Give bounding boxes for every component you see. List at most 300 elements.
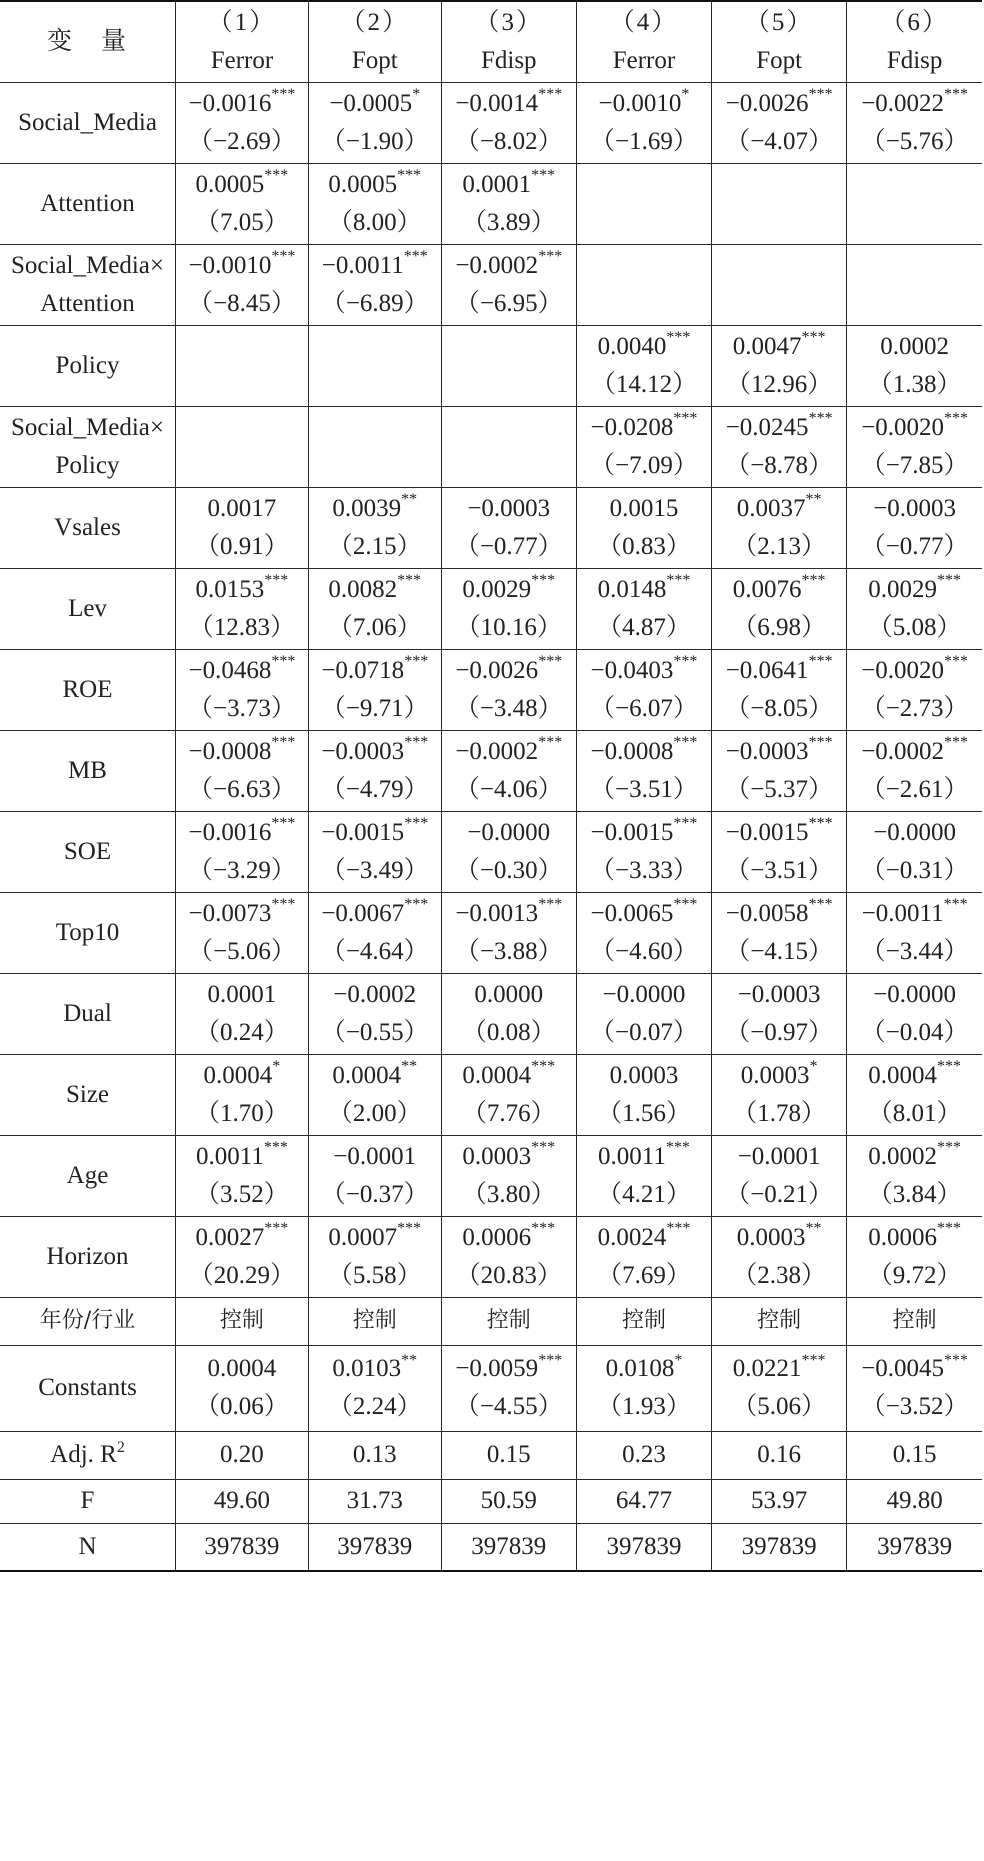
t-statistic: （10.16） [455, 613, 562, 641]
significance-stars: *** [264, 1220, 289, 1238]
table-cell [576, 487, 711, 568]
table-cell [576, 325, 711, 406]
significance-stars: *** [673, 815, 698, 833]
stat-value: 31.73 [308, 1479, 441, 1523]
coefficient [577, 895, 711, 933]
column-number: （1） [207, 8, 277, 36]
table-cell [712, 1345, 847, 1431]
table-cell [441, 163, 576, 244]
coefficient [309, 976, 441, 1014]
column-number: （5） [744, 8, 814, 36]
t-statistic: （−8.05） [725, 694, 834, 722]
coefficient-value: 0.0029 [868, 575, 937, 603]
coefficient-value: 0.0005 [328, 170, 398, 198]
coefficient [442, 571, 576, 609]
coefficient [847, 490, 982, 528]
t-statistic: （−1.69） [590, 127, 698, 155]
t-statistic: （0.08） [461, 1018, 556, 1046]
significance-stars: *** [531, 1220, 556, 1238]
table-cell [308, 730, 441, 811]
table-cell [847, 406, 982, 487]
t-statistic: （−3.48） [454, 694, 563, 722]
coefficient-value: −0.0020 [861, 413, 945, 441]
significance-stars: *** [808, 734, 833, 752]
coefficient [847, 1350, 982, 1388]
table-cell [308, 1345, 441, 1431]
t-statistic: （12.83） [188, 613, 296, 641]
coefficient-value: 0.0039 [332, 494, 402, 522]
coefficient [442, 652, 576, 690]
coefficient-value: 0.0017 [207, 494, 277, 522]
coefficient-value: −0.0003 [725, 737, 809, 765]
coefficient-value: −0.0718 [321, 656, 405, 684]
t-statistic: （−0.97） [725, 1018, 834, 1046]
coefficient-value: 0.0003 [462, 1142, 532, 1170]
stat-name [0, 1479, 176, 1523]
significance-stars: *** [666, 572, 691, 590]
table-cell [308, 82, 441, 163]
t-statistic: （5.06） [732, 1393, 827, 1420]
coefficient-value: −0.0015 [321, 818, 405, 846]
coefficient [176, 1057, 308, 1095]
coefficient-value: −0.0010 [598, 89, 682, 117]
stats-row [0, 1523, 982, 1571]
control-indicator: 控制 [576, 1297, 711, 1345]
t-statistic: （−3.51） [590, 775, 698, 803]
column-dependent-variable: Fopt [351, 46, 398, 74]
significance-stars: *** [397, 572, 422, 590]
coefficient-value: −0.0011 [861, 899, 944, 927]
table-cell [308, 892, 441, 973]
variable-name [0, 892, 176, 973]
coefficient [712, 652, 846, 690]
coefficient [577, 814, 711, 852]
t-statistic: （−0.04） [860, 1018, 969, 1046]
coefficient [309, 814, 441, 852]
coefficient-value: −0.0026 [725, 89, 809, 117]
significance-stars: *** [271, 248, 296, 266]
coefficient-value: 0.0037 [736, 494, 806, 522]
t-statistic: （−6.63） [188, 775, 296, 803]
t-statistic: （4.21） [597, 1180, 691, 1208]
table-cell [176, 163, 309, 244]
t-statistic: （1.70） [195, 1099, 289, 1127]
coefficient-value: −0.0010 [188, 251, 272, 279]
column-header-3 [441, 1, 576, 82]
variable-name [0, 1135, 176, 1216]
table-row [0, 811, 982, 892]
coefficient-value: 0.0004 [868, 1061, 937, 1089]
coefficient-value: 0.0003 [609, 1061, 679, 1089]
table-cell [441, 406, 576, 487]
significance-stars: *** [944, 653, 969, 671]
stat-value: 397839 [847, 1523, 982, 1571]
significance-stars: *** [673, 734, 698, 752]
t-statistic: （14.12） [590, 370, 698, 398]
table-cell [308, 568, 441, 649]
column-number: （2） [340, 8, 410, 36]
table-cell [441, 649, 576, 730]
coefficient [442, 733, 576, 771]
control-indicator: 控制 [441, 1297, 576, 1345]
table-cell [176, 811, 309, 892]
significance-stars: *** [666, 329, 691, 347]
significance-stars: *** [944, 86, 969, 104]
significance-stars: *** [271, 896, 296, 914]
t-statistic: （0.83） [597, 532, 691, 560]
significance-stars: *** [531, 1139, 556, 1157]
column-header-6 [847, 1, 982, 82]
significance-stars: *** [531, 167, 556, 185]
variable-name: 年份/行业 [0, 1297, 176, 1345]
table-cell [576, 163, 711, 244]
t-statistic: （−4.07） [725, 127, 834, 155]
table-cell [176, 82, 309, 163]
table-cell [441, 1054, 576, 1135]
table-cell [712, 325, 847, 406]
coefficient-value: −0.0015 [590, 818, 674, 846]
coefficient [847, 85, 982, 123]
table-cell [847, 487, 982, 568]
table-cell [441, 244, 576, 325]
significance-stars: * [412, 86, 421, 104]
t-statistic: （−3.44） [860, 937, 969, 965]
column-header-2 [308, 1, 441, 82]
coefficient-value: 0.0001 [207, 980, 277, 1008]
table-cell [847, 1054, 982, 1135]
coefficient [712, 328, 846, 366]
table-row [0, 1135, 982, 1216]
stat-label: F [80, 1487, 95, 1514]
t-statistic: （−3.49） [320, 856, 429, 884]
significance-stars: *** [538, 734, 563, 752]
coefficient [442, 1219, 576, 1257]
coefficient [712, 571, 846, 609]
table-cell [308, 811, 441, 892]
coefficient-value: −0.0022 [861, 89, 945, 117]
table-cell [712, 82, 847, 163]
table-cell [847, 82, 982, 163]
coefficient-value: −0.0045 [861, 1355, 945, 1382]
coefficient-value: −0.0020 [861, 656, 945, 684]
variable-name [0, 406, 176, 487]
stat-value: 0.15 [441, 1431, 576, 1479]
coefficient [847, 1057, 982, 1095]
table-cell [441, 1135, 576, 1216]
table-cell [308, 1216, 441, 1297]
coefficient-value: −0.0073 [188, 899, 272, 927]
t-statistic: （0.24） [195, 1018, 289, 1046]
significance-stars: *** [801, 572, 826, 590]
t-statistic: （−2.69） [188, 127, 296, 155]
significance-stars: ** [401, 1058, 418, 1076]
table-cell [441, 811, 576, 892]
significance-stars: *** [673, 896, 698, 914]
table-cell [576, 973, 711, 1054]
t-statistic: （−0.31） [860, 856, 969, 884]
coefficient-value: −0.0003 [321, 737, 405, 765]
coefficient-value: 0.0006 [868, 1223, 937, 1251]
table-cell [712, 649, 847, 730]
t-statistic: （3.80） [461, 1180, 556, 1208]
coefficient [309, 1350, 441, 1388]
table-cell [176, 1135, 309, 1216]
coefficient [442, 895, 576, 933]
significance-stars: ** [805, 1220, 822, 1238]
coefficient [712, 490, 846, 528]
coefficient [847, 571, 982, 609]
t-statistic: （−7.09） [590, 451, 698, 479]
table-cell [576, 1054, 711, 1135]
t-statistic: （20.83） [455, 1261, 562, 1289]
coefficient-value: −0.0001 [737, 1142, 821, 1170]
coefficient-value: −0.0641 [725, 656, 809, 684]
t-statistic: （4.87） [597, 613, 691, 641]
stat-value: 49.80 [847, 1479, 982, 1523]
variable-name-line: SOE [63, 837, 112, 865]
coefficient [176, 1219, 308, 1257]
t-statistic: （−5.76） [860, 127, 969, 155]
coefficient-value: 0.0004 [332, 1061, 402, 1089]
t-statistic: （9.72） [867, 1261, 962, 1289]
coefficient [442, 85, 576, 123]
coefficient [712, 1057, 846, 1095]
coefficient [309, 85, 441, 123]
t-statistic: （5.08） [867, 613, 962, 641]
table-cell [712, 1054, 847, 1135]
table-cell [712, 811, 847, 892]
column-number: （3） [474, 8, 544, 36]
t-statistic: （2.15） [327, 532, 422, 560]
stat-value: 397839 [308, 1523, 441, 1571]
stat-value: 53.97 [712, 1479, 847, 1523]
control-indicator: 控制 [712, 1297, 847, 1345]
coefficient-value: 0.0029 [462, 575, 532, 603]
table-cell [576, 1216, 711, 1297]
significance-stars: *** [538, 86, 563, 104]
control-indicator: 控制 [308, 1297, 441, 1345]
significance-stars: *** [538, 653, 563, 671]
coefficient [577, 733, 711, 771]
coefficient-value: −0.0067 [321, 899, 405, 927]
coefficient [176, 976, 308, 1014]
significance-stars: *** [404, 896, 429, 914]
table-cell [712, 1135, 847, 1216]
table-cell [712, 892, 847, 973]
table-cell [308, 325, 441, 406]
stat-value: 0.20 [176, 1431, 309, 1479]
coefficient-value: 0.0082 [328, 575, 398, 603]
coefficient-value: 0.0001 [462, 170, 532, 198]
coefficient [847, 733, 982, 771]
significance-stars: *** [271, 653, 296, 671]
table-cell [847, 892, 982, 973]
table-cell [441, 892, 576, 973]
coefficient [176, 652, 308, 690]
table-cell [576, 1135, 711, 1216]
coefficient [442, 490, 576, 528]
coefficient-value: −0.0026 [455, 656, 539, 684]
table-cell [847, 568, 982, 649]
table-row [0, 973, 982, 1054]
stat-value: 397839 [712, 1523, 847, 1571]
significance-stars: *** [264, 572, 289, 590]
significance-stars: *** [403, 248, 428, 266]
coefficient [176, 247, 308, 285]
stat-value: 397839 [441, 1523, 576, 1571]
significance-stars: *** [271, 815, 296, 833]
coefficient-value: 0.0108 [605, 1355, 675, 1382]
significance-stars: *** [665, 1139, 690, 1157]
variable-name: Constants [0, 1345, 176, 1431]
variable-name-line: Attention [40, 289, 135, 317]
table-cell [308, 1135, 441, 1216]
stats-row [0, 1431, 982, 1479]
stat-value: 397839 [176, 1523, 309, 1571]
variable-name-line: Size [65, 1080, 110, 1108]
significance-stars: *** [531, 572, 556, 590]
coefficient-value: −0.0002 [455, 251, 539, 279]
coefficient-value: −0.0065 [590, 899, 674, 927]
significance-stars: ** [401, 491, 418, 509]
significance-stars: *** [808, 410, 833, 428]
coefficient-value: 0.0221 [732, 1355, 802, 1382]
table-row [0, 1216, 982, 1297]
coefficient [847, 895, 982, 933]
significance-stars: *** [397, 1220, 422, 1238]
variable-name [0, 163, 176, 244]
coefficient [712, 814, 846, 852]
table-cell [847, 163, 982, 244]
coefficient-value: 0.0024 [597, 1223, 667, 1251]
t-statistic: （−6.07） [590, 694, 698, 722]
t-statistic: （3.84） [867, 1180, 962, 1208]
coefficient [442, 1138, 576, 1176]
t-statistic: （−2.61） [860, 775, 969, 803]
stat-value: 64.77 [576, 1479, 711, 1523]
t-statistic: （−0.37） [320, 1180, 429, 1208]
coefficient [577, 409, 711, 447]
table-cell [308, 406, 441, 487]
variable-name-line: Top10 [55, 918, 120, 946]
significance-stars: *** [397, 167, 422, 185]
coefficient [577, 328, 711, 366]
coefficient-value: 0.0148 [597, 575, 667, 603]
coefficient-value: 0.0011 [196, 1142, 264, 1170]
table-cell [441, 82, 576, 163]
table-row [0, 1054, 982, 1135]
t-statistic: （−0.07） [590, 1018, 698, 1046]
coefficient-value: −0.0005 [329, 89, 413, 117]
t-statistic: （−4.15） [725, 937, 834, 965]
coefficient-value: 0.0040 [597, 332, 667, 360]
table-cell [308, 1054, 441, 1135]
stat-value: 397839 [576, 1523, 711, 1571]
table-cell [576, 730, 711, 811]
table-cell [176, 487, 309, 568]
table-cell [308, 973, 441, 1054]
coefficient-value: −0.0014 [455, 89, 539, 117]
significance-stars: *** [404, 815, 429, 833]
t-statistic: （7.76） [461, 1099, 556, 1127]
t-statistic: （−9.71） [320, 694, 429, 722]
variable-name-line: Dual [63, 999, 112, 1027]
variable-name [0, 649, 176, 730]
coefficient-value: −0.0468 [188, 656, 272, 684]
significance-stars: *** [264, 167, 289, 185]
table-cell [712, 1216, 847, 1297]
table-row [0, 163, 982, 244]
coefficient-value: 0.0047 [732, 332, 802, 360]
variable-name-line: Lev [68, 594, 107, 622]
table-cell [712, 406, 847, 487]
table-cell [712, 487, 847, 568]
control-indicator: 控制 [176, 1297, 309, 1345]
coefficient [712, 1350, 846, 1388]
coefficient-value: 0.0076 [732, 575, 802, 603]
variable-name-line: Age [66, 1161, 109, 1189]
t-statistic: （−6.95） [454, 289, 563, 317]
coefficient-value: 0.0004 [462, 1061, 532, 1089]
coefficient [577, 571, 711, 609]
variable-name [0, 1054, 176, 1135]
table-cell [176, 649, 309, 730]
table-cell [576, 406, 711, 487]
table-cell [441, 730, 576, 811]
variable-name [0, 244, 176, 325]
t-statistic: （8.01） [867, 1099, 962, 1127]
stat-name [0, 1431, 176, 1479]
coefficient [309, 571, 441, 609]
header-row [0, 1, 982, 82]
t-statistic: （−8.78） [725, 451, 834, 479]
table-cell [441, 487, 576, 568]
coefficient-value: −0.0000 [467, 818, 551, 846]
coefficient-value: −0.0002 [333, 980, 417, 1008]
t-statistic: （−7.85） [860, 451, 969, 479]
significance-stars: *** [404, 653, 429, 671]
significance-stars: * [809, 1058, 818, 1076]
column-dependent-variable: Fdisp [886, 46, 943, 74]
table-cell [176, 1216, 309, 1297]
coefficient [176, 1138, 308, 1176]
significance-stars: *** [538, 248, 563, 266]
variable-name-line: Horizon [46, 1242, 129, 1270]
coefficient [309, 1057, 441, 1095]
t-statistic: （1.38） [867, 370, 962, 398]
coefficient-value: −0.0008 [188, 737, 272, 765]
coefficient [176, 1350, 308, 1388]
table-row [0, 730, 982, 811]
significance-stars: *** [808, 86, 833, 104]
coefficient [176, 733, 308, 771]
table-cell [576, 568, 711, 649]
coefficient [309, 1219, 441, 1257]
table-cell [847, 1216, 982, 1297]
t-statistic: （−3.88） [454, 937, 563, 965]
table-cell [441, 325, 576, 406]
stat-value: 50.59 [441, 1479, 576, 1523]
coefficient-value: −0.0016 [188, 818, 272, 846]
variable-name-line: Social_Media× [11, 413, 164, 441]
variable-name-line: Social_Media× [11, 251, 164, 279]
coefficient-value: −0.0245 [725, 413, 809, 441]
t-statistic: （0.91） [195, 532, 289, 560]
significance-stars: *** [531, 1058, 556, 1076]
t-statistic: （−5.06） [188, 937, 296, 965]
table-row [0, 82, 982, 163]
column-dependent-variable: Ferror [612, 46, 676, 74]
